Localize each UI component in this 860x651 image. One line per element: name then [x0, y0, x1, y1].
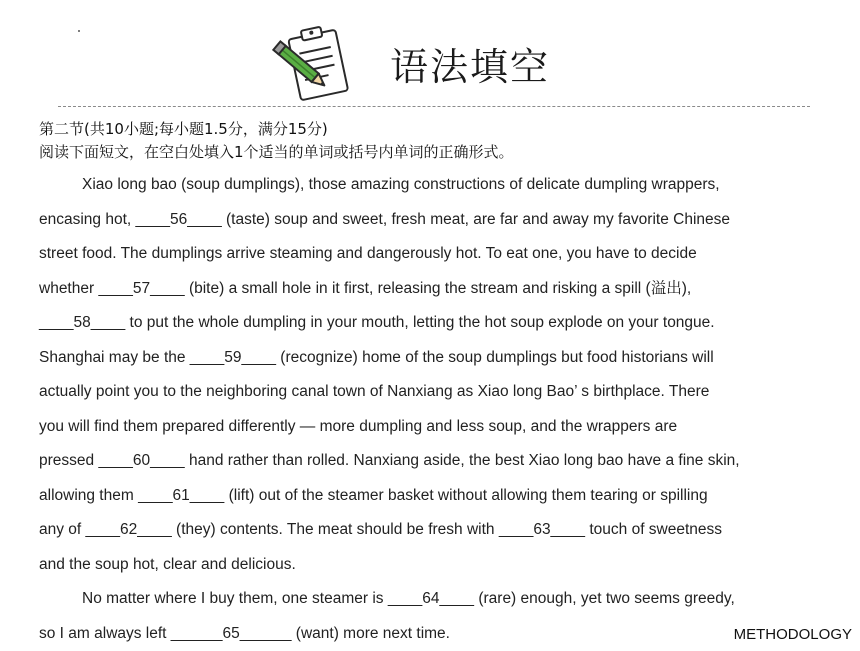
passage-line: any of ____62____ (they) contents. The meat should be fresh with ____63____ touch of sweetness [39, 513, 839, 548]
passage-line: encasing hot, ____56____ (taste) soup and sweet, fresh meat, are far and away my favorite Chinese [39, 203, 839, 238]
passage-line: Shanghai may be the ____59____ (recognize) home of the soup dumplings but food historians will [39, 341, 839, 376]
passage-line: you will find them prepared differently — more dumpling and less soup, and the wrappers are [39, 410, 839, 445]
passage-line: actually point you to the neighboring canal town of Nanxiang as Xiao long Bao’ s birthplace. There [39, 375, 839, 410]
passage-line: pressed ____60____ hand rather than rolled. Nanxiang aside, the best Xiao long bao have a fine skin, [39, 444, 839, 479]
passage-line: allowing them ____61____ (lift) out of the steamer basket without allowing them tearing or spilling [39, 479, 839, 514]
passage-line: and the soup hot, clear and delicious. [39, 548, 839, 583]
passage [39, 168, 839, 651]
instruction-text: 阅读下面短文，在空白处填入1个适当的单词或括号内单词的正确形式。 [39, 143, 514, 162]
passage-line: Xiao long bao (soup dumplings), those amazing constructions of delicate dumpling wrappers, [39, 168, 839, 203]
stray-dot [78, 30, 80, 32]
dashed-divider [58, 106, 810, 107]
passage-line: so I am always left ______65______ (want) more next time. [39, 617, 839, 651]
passage-line: ____58____ to put the whole dumpling in your mouth, letting the hot soup explode on your tongue. [39, 306, 839, 341]
clipboard-pencil-icon [268, 24, 356, 102]
section-heading: 第二节(共10小题;每小题1.5分，满分15分) [39, 120, 328, 139]
passage-line: street food. The dumplings arrive steaming and dangerously hot. To eat one, you have to decide [39, 237, 839, 272]
page-title: 语法填空 [390, 36, 550, 91]
passage-line: No matter where I buy them, one steamer is ____64____ (rare) enough, yet two seems greedy, [39, 582, 839, 617]
passage-line: whether ____57____ (bite) a small hole in it first, releasing the stream and risking a spill (溢出), [39, 272, 839, 307]
footer-label: METHODOLOGY [734, 626, 852, 643]
